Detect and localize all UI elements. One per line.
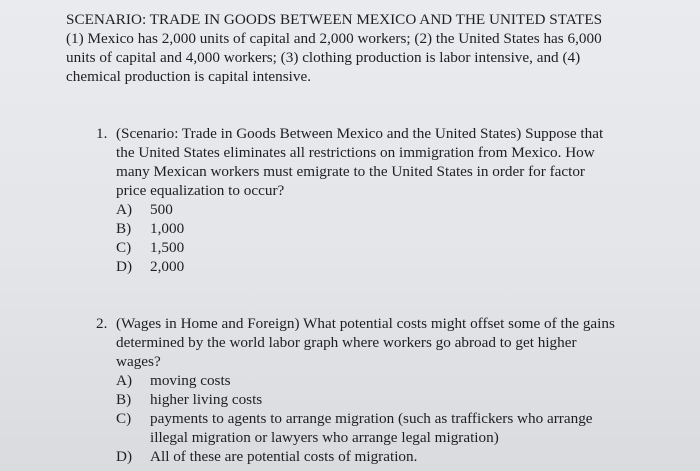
option-text: All of these are potential costs of migration. <box>150 448 418 465</box>
option-text: payments to agents to arrange migration (such as traffickers who arrange illegal migration or lawyers who arrange legal migration) <box>150 410 593 446</box>
question-1-number: 1. <box>96 125 108 142</box>
option-letter: D) <box>116 258 133 275</box>
option-text: higher living costs <box>150 391 263 408</box>
scenario-block <box>66 10 626 86</box>
option-1b <box>116 219 616 238</box>
option-1d <box>116 257 616 276</box>
question-2-text: (Wages in Home and Foreign) What potential costs might offset some of the gains determined by the world labor graph where workers go abroad to get higher wages? <box>116 315 615 370</box>
option-letter: C) <box>116 239 132 256</box>
scenario-body: (1) Mexico has 2,000 units of capital and 2,000 workers; (2) the United States has 6,000 units of capital and 4,000 workers; (3) clothing production is labor intensive, and (4) chemical production is capital intensive. <box>66 30 602 85</box>
option-letter: B) <box>116 391 132 408</box>
question-2 <box>96 314 616 466</box>
option-letter: A) <box>116 201 133 218</box>
question-2-number: 2. <box>96 315 108 332</box>
option-1c <box>116 238 616 257</box>
option-text: 1,500 <box>150 239 185 256</box>
option-2a <box>116 371 616 390</box>
option-letter: B) <box>116 220 132 237</box>
scenario-title: SCENARIO: TRADE IN GOODS BETWEEN MEXICO AND THE UNITED STATES <box>66 11 603 28</box>
question-1-options <box>116 200 616 276</box>
option-1a <box>116 200 616 219</box>
option-text: moving costs <box>150 372 231 389</box>
option-letter: C) <box>116 410 132 427</box>
question-2-options <box>116 371 616 466</box>
question-1-text: (Scenario: Trade in Goods Between Mexico and the United States) Suppose that the United States eliminates all restrictions on immigration from Mexico. How many Mexican workers must emigrate to the United States in order for factor price equalization to occur? <box>116 125 604 199</box>
option-text: 2,000 <box>150 258 185 275</box>
option-text: 1,000 <box>150 220 185 237</box>
option-letter: D) <box>116 448 133 465</box>
option-2d <box>116 447 616 466</box>
option-text: 500 <box>150 201 173 218</box>
option-2c <box>116 409 616 447</box>
question-1 <box>96 124 616 276</box>
option-2b <box>116 390 616 409</box>
option-letter: A) <box>116 372 133 389</box>
